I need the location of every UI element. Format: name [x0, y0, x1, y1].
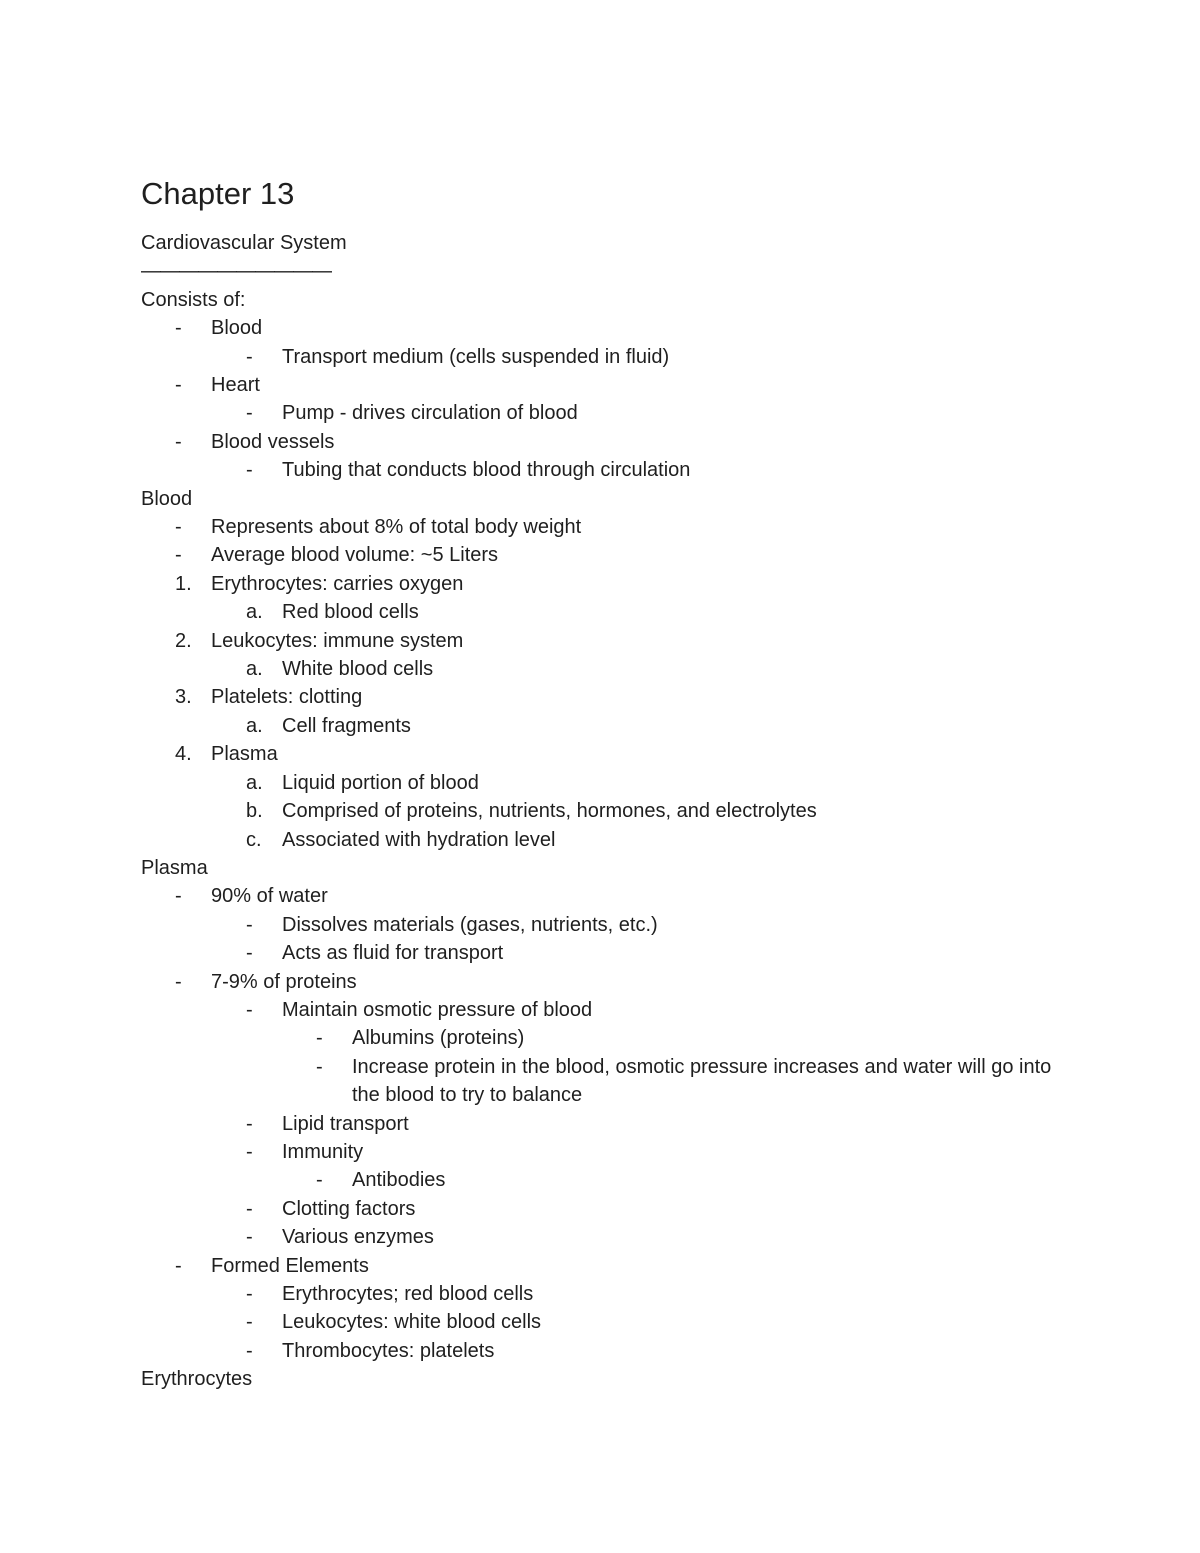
list-item-text: Platelets: clotting: [211, 686, 363, 709]
list-marker: a.: [246, 658, 263, 681]
list-item-text: Average blood volume: ~5 Liters: [211, 544, 499, 567]
list-marker: -: [175, 970, 182, 993]
list-marker: a.: [246, 714, 263, 737]
section-heading-text: Consists of:: [141, 288, 246, 311]
list-marker: -: [246, 402, 253, 425]
list-marker: 4.: [175, 743, 192, 766]
list-item-text: 90% of water: [211, 885, 328, 908]
list-item: [141, 1252, 1101, 1280]
list-item: [141, 428, 1101, 456]
list-item-text: Leukocytes: white blood cells: [282, 1311, 542, 1334]
list-marker: -: [175, 374, 182, 396]
list-marker: 3.: [175, 686, 192, 709]
list-item: [141, 655, 1101, 683]
list-marker: -: [246, 1311, 253, 1334]
list-item-text: Thrombocytes: platelets: [282, 1339, 495, 1362]
list-marker: -: [246, 345, 253, 368]
list-item-text: Erythrocytes: carries oxygen: [211, 572, 464, 595]
list-item: [141, 314, 1101, 342]
list-marker: -: [246, 998, 253, 1021]
list-item-text: Various enzymes: [282, 1226, 434, 1249]
list-item-text: White blood cells: [282, 658, 434, 681]
list-item: [141, 939, 1101, 967]
list-item-text: Lipid transport: [282, 1112, 409, 1135]
list-item: [141, 1337, 1101, 1365]
list-marker: c.: [246, 828, 262, 851]
list-item: [141, 911, 1101, 939]
list-item: [141, 343, 1101, 371]
list-item: [141, 1223, 1101, 1251]
list-item: [141, 769, 1101, 797]
list-item-text: Formed Elements: [211, 1254, 369, 1277]
notes-outline: [141, 286, 1101, 1394]
list-item: [141, 996, 1101, 1024]
list-item: [141, 627, 1101, 655]
list-marker: -: [246, 1197, 253, 1220]
list-marker: -: [246, 913, 253, 936]
list-item-text: Maintain osmotic pressure of blood: [282, 998, 593, 1021]
document-page: [141, 172, 1101, 1394]
page-subtitle: Cardiovascular System: [141, 232, 347, 254]
list-item: [141, 570, 1101, 598]
list-marker: -: [175, 516, 182, 539]
list-item-text: Blood: [211, 317, 263, 340]
list-item-text: Dissolves materials (gases, nutrients, etc.): [282, 913, 658, 936]
list-item-text: Antibodies: [352, 1169, 446, 1192]
list-item-text: Associated with hydration level: [282, 828, 556, 851]
list-marker: -: [246, 459, 253, 482]
list-item-text: Tubing that conducts blood through circulation: [282, 459, 691, 482]
list-marker: -: [316, 1169, 323, 1192]
list-marker: a.: [246, 771, 263, 794]
list-item: [141, 1280, 1101, 1308]
list-item-text: Represents about 8% of total body weight: [211, 516, 582, 539]
list-item: [141, 371, 1101, 399]
list-marker: -: [246, 942, 253, 965]
list-item-text: Acts as fluid for transport: [282, 942, 504, 965]
list-item-text: Blood vessels: [211, 430, 335, 453]
list-item: [141, 1024, 1101, 1052]
list-item-text: Plasma: [211, 743, 278, 766]
list-item: [141, 683, 1101, 711]
list-item: [141, 1195, 1101, 1223]
list-item-text: Immunity: [282, 1140, 364, 1163]
list-item-text: Cell fragments: [282, 714, 411, 737]
list-item: [141, 399, 1101, 427]
list-item: [141, 1053, 1101, 1110]
section-heading-text: Blood: [141, 487, 193, 510]
list-marker: -: [175, 430, 182, 453]
list-marker: -: [246, 1283, 253, 1305]
list-item: [141, 882, 1101, 910]
list-item-text: Red blood cells: [282, 601, 419, 624]
list-marker: -: [246, 1339, 253, 1362]
list-item: [141, 1110, 1101, 1138]
list-item-text: Albumins (proteins): [352, 1027, 525, 1050]
list-item: [141, 826, 1101, 854]
list-item-text: Erythrocytes; red blood cells: [282, 1283, 534, 1305]
list-marker: -: [175, 317, 182, 340]
list-marker: a.: [246, 601, 263, 624]
list-marker: -: [175, 885, 182, 908]
list-item: [141, 968, 1101, 996]
list-item: [141, 598, 1101, 626]
list-item: [141, 513, 1101, 541]
list-item-text: 7-9% of proteins: [211, 970, 357, 993]
list-item: [141, 1138, 1101, 1166]
list-item-text: Liquid portion of blood: [282, 771, 479, 794]
list-item-text: Transport medium (cells suspended in fluid): [282, 345, 670, 368]
section-heading: [141, 1365, 1101, 1393]
page-title: Chapter 13: [141, 176, 295, 211]
list-item: [141, 456, 1101, 484]
list-marker: -: [316, 1055, 323, 1078]
section-heading-text: Erythrocytes: [141, 1368, 253, 1391]
list-item-text: Pump - drives circulation of blood: [282, 402, 578, 425]
list-item: [141, 541, 1101, 569]
section-heading-text: Plasma: [141, 856, 208, 879]
list-marker: -: [175, 1254, 182, 1277]
list-item-text: Heart: [211, 374, 260, 396]
list-item: [141, 1308, 1101, 1336]
list-item-text: Comprised of proteins, nutrients, hormones, and electrolytes: [282, 800, 817, 823]
list-marker: -: [175, 544, 182, 567]
section-heading: [141, 854, 1101, 882]
list-marker: 1.: [175, 572, 192, 595]
list-item: [141, 797, 1101, 825]
list-marker: -: [246, 1112, 253, 1135]
list-marker: -: [246, 1226, 253, 1249]
list-marker: -: [316, 1027, 323, 1050]
list-item-text: Increase protein in the blood, osmotic pressure increases and water will go into the blood to try to balance: [352, 1055, 1052, 1107]
section-heading: [141, 485, 1101, 513]
section-heading: [141, 286, 1101, 314]
list-marker: b.: [246, 800, 263, 823]
list-item: [141, 1166, 1101, 1194]
list-item-text: Leukocytes: immune system: [211, 629, 464, 652]
list-item-text: Clotting factors: [282, 1197, 416, 1220]
list-marker: -: [246, 1140, 253, 1163]
list-marker: 2.: [175, 629, 192, 652]
divider-line: ——————————: [141, 260, 331, 283]
list-item: [141, 740, 1101, 768]
list-item: [141, 712, 1101, 740]
